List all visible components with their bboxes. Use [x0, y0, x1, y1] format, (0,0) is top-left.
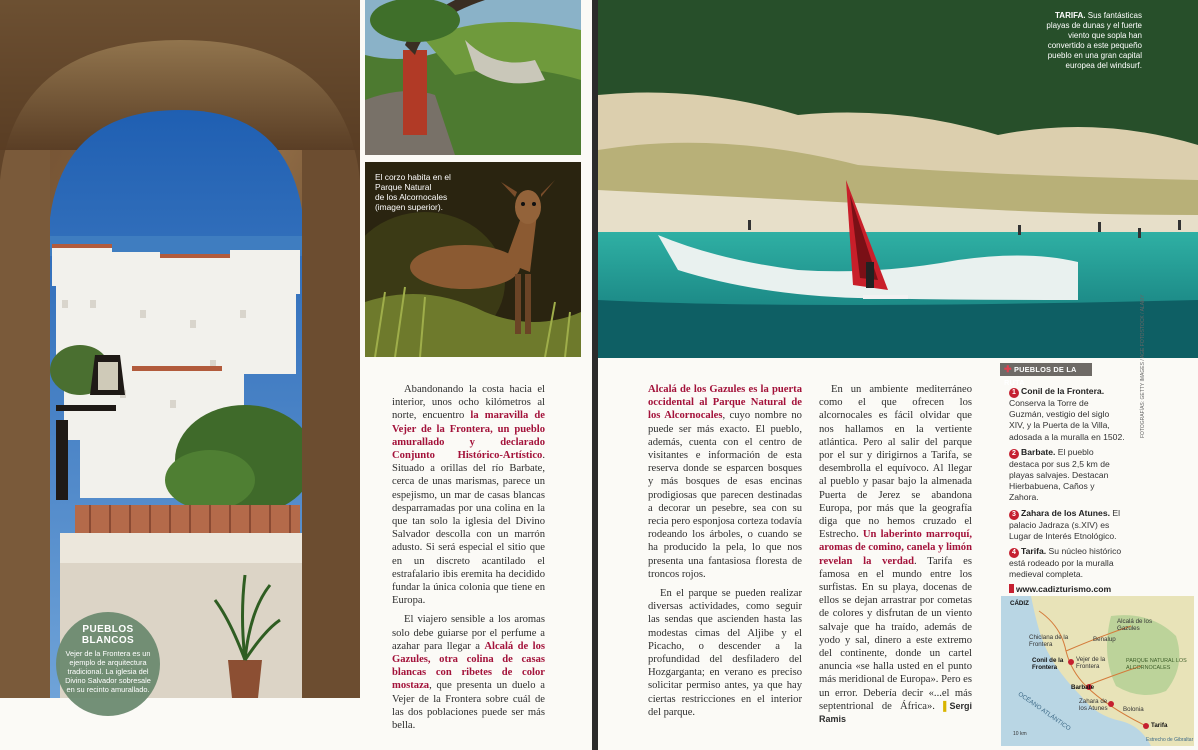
- map-label: CÁDIZ: [1010, 600, 1029, 607]
- number-badge: 1: [1009, 388, 1019, 398]
- sidebar-item: [1009, 546, 1125, 580]
- article-column-2: [648, 383, 802, 725]
- highlight-text: la maravilla de Vejer de la Frontera, un pueblo amurallado y declarado Conjunto Histórico-Artístico: [392, 410, 545, 462]
- map-label: PARQUE NATURAL LOS ALCORNOCALES: [1126, 658, 1187, 671]
- map-label: Conil de la Frontera: [1032, 657, 1064, 671]
- highlight-text: Alcalá de los Gazules es la puerta occidental al Parque Natural de los Alcornocales: [648, 384, 802, 422]
- sidebar-item: [1009, 386, 1125, 443]
- map-label: Barbate: [1071, 684, 1095, 691]
- text: , cuyo nombre no puede ser más exacto. El pueblo, además, cuenta con el centro de visitantes e información de esta reserva donde se esparcen bosques y más bosques de esas encinas prodigiosas que parecen destinadas a decorar un pesebre, sea con su recia pero esponjosa corteza todavía rodeando los árboles, o cuando se ha producido la pela, lo que nos presenta una fantasiosa floresta de troncos rojos.: [648, 410, 802, 580]
- sidebar-header-text: PUEBLOS DE LA RUTA: [1004, 365, 1077, 387]
- highlight-text: Alcalá de los Gazules, otra colina de casas blancas con ribetes de color mostaza: [392, 640, 545, 692]
- text: . Situado a orillas del río Barbate, cerca de unas marismas, parece un espejismo, un mar de casas blancas desparramadas por una colina en la que tan solo la iglesia del Divino Salvador descolla con un marrón adusto. Si será especial el sitio que en un discreto acantilado el estrafalario ibis eremita ha decidido fundar la única colonia que tiene en Europa.: [392, 450, 545, 607]
- number-badge: 4: [1009, 548, 1019, 558]
- deer-caption-line: (imagen superior).: [375, 202, 443, 212]
- sidebar-item-name: Conil de la Frontera.: [1021, 386, 1105, 396]
- cork-oak-photo: [365, 0, 581, 155]
- highlight-text: Un laberinto marroquí, aromas de comino, canela y limón revelan la verdad: [819, 529, 972, 567]
- text: , que presenta un duelo a Vejer de la Frontera sobre cuál de las dos poblaciones puede ser más bella.: [392, 680, 545, 732]
- paragraph: [392, 613, 545, 732]
- map-label: Benalup: [1093, 636, 1116, 643]
- text: El viajero sensible a los aromas solo debe guiarse por el perfume a azahar para llegar a: [392, 614, 545, 652]
- sidebar-item-name: Barbate.: [1021, 446, 1056, 457]
- sidebar-item-text: El pueblo destaca por sus 2,5 km de playas salvajes. Destacan Hierbabuena, Caños y Zahora.: [1009, 446, 1110, 503]
- deer-caption-line: de los Alcornocales: [375, 192, 448, 202]
- badge-title-line1: PUEBLOS: [82, 624, 134, 635]
- map-label: Zahara de los Atunes: [1079, 698, 1108, 712]
- map-label: Vejer de la Frontera: [1076, 656, 1106, 670]
- deer-caption-line: Parque Natural: [375, 182, 432, 192]
- badge-body: Vejer de la Frontera es un ejemplo de arquitectura tradicional. La iglesia del Divino Salvador sobresale en su recinto amurallado.: [65, 649, 151, 694]
- map-label: Estrecho de Gibraltar: [1146, 737, 1194, 743]
- sidebar-item-text: Su núcleo histórico está rodeado por la muralla medieval completa.: [1009, 546, 1122, 580]
- sidebar-item-name: Zahara de los Atunes.: [1021, 507, 1110, 518]
- signature-name: Sergi Ramis: [819, 700, 972, 725]
- vejer-arch-photo: [0, 0, 360, 698]
- badge-title-line2: BLANCOS: [81, 635, 135, 646]
- sidebar-header: [1000, 363, 1092, 387]
- text: . Tarifa es famosa en el mundo entre los surfistas. En su playa, docenas de ellos se dejan arrastrar por cometas de colores y disfrutan de un viento salvaje que ha traído, además de yodo y sal, dinero a este extremo del continente, donde un cartel anuncia «se halla usted en el punto más meridional de Europa». Pero es un error. Debería decir «...el más septentrional de África».: [819, 555, 972, 712]
- paragraph: En el parque se pueden realizar diversas actividades, como seguir las sendas que ascienden hasta las modestas cimas del Aljibe y el Picacho, o descender a la profundidad del desfiladero del Hozgarganta; en verano es preciso solicitar permiso antes, ya que hay ciertas restricciones en el interior del parque.: [648, 588, 802, 718]
- photo-credit: FOTOGRAFÍAS: GETTY IMAGES / AGE FOTOSTOCK / ALAMY: [1140, 294, 1146, 438]
- paragraph: [819, 383, 972, 726]
- map-label: Alcalá de los Gazules: [1117, 618, 1153, 632]
- sidebar-item-text: Conserva la Torre de Guzmán, vestigio del siglo XIV, y la Puerta de la Villa, adosada a la muralla en 1502.: [1009, 398, 1125, 442]
- sidebar-item-name: Tarifa.: [1021, 546, 1047, 557]
- article-column-3: [819, 383, 972, 732]
- sidebar-item: [1009, 508, 1125, 542]
- number-badge: 2: [1009, 449, 1019, 459]
- signature-mark: ▌: [943, 700, 950, 711]
- plus-icon: ✚: [1004, 364, 1012, 374]
- sidebar-web[interactable]: [1009, 584, 1125, 595]
- sidebar-pueblos-de-la-ruta: [1009, 386, 1125, 600]
- paragraph: [392, 383, 545, 607]
- text: En un ambiente mediterráneo como el que ofrecen los alcornocales es fácil olvidar que nos hallamos en la vertiente atlántica. Pero al salir del parque por el sur y dirigirnos a Tarifa, se desembrolla el equívoco. Al llegar al pueblo y pasar bajo la almenada Puerta de Jerez se abandona Europa, por más que la geografía diga que no hemos cruzado el Estrecho.: [819, 384, 972, 541]
- map-label: Chiclana de la Frontera: [1029, 634, 1069, 648]
- web-marker-icon: [1009, 584, 1014, 593]
- sidebar-item-text: El palacio Jadraza (s.XIV) es Lugar de Interés Etnológico.: [1009, 507, 1121, 541]
- paragraph: [648, 383, 802, 581]
- caption-lead: TARIFA.: [1055, 11, 1086, 20]
- text: Abandonando la costa hacia el interior, unos ocho kilómetros al norte, encuentro: [392, 384, 545, 422]
- left-page: [0, 0, 592, 750]
- sidebar-item: [1009, 447, 1125, 504]
- map-scale: 10 km: [1013, 731, 1027, 737]
- website-link[interactable]: www.cadizturismo.com: [1016, 584, 1112, 595]
- map-label: Tarifa: [1151, 722, 1168, 729]
- pueblos-blancos-badge: [56, 612, 160, 716]
- route-map: [1001, 596, 1194, 746]
- number-badge: 3: [1009, 510, 1019, 520]
- map-label: Bolonia: [1123, 706, 1144, 713]
- deer-caption-line: El corzo habita en el: [375, 172, 451, 182]
- tarifa-photo-caption: [1030, 11, 1142, 71]
- article-column-1: [392, 383, 545, 738]
- map-label: OCÉANO ATLÁNTICO: [1016, 690, 1072, 733]
- caption-text: Sus fantásticas playas de dunas y el fuerte viento que sopla han convertido a este pequeño pueblo en una gran capital europea del windsurf.: [1046, 11, 1142, 70]
- deer-caption: [375, 172, 475, 212]
